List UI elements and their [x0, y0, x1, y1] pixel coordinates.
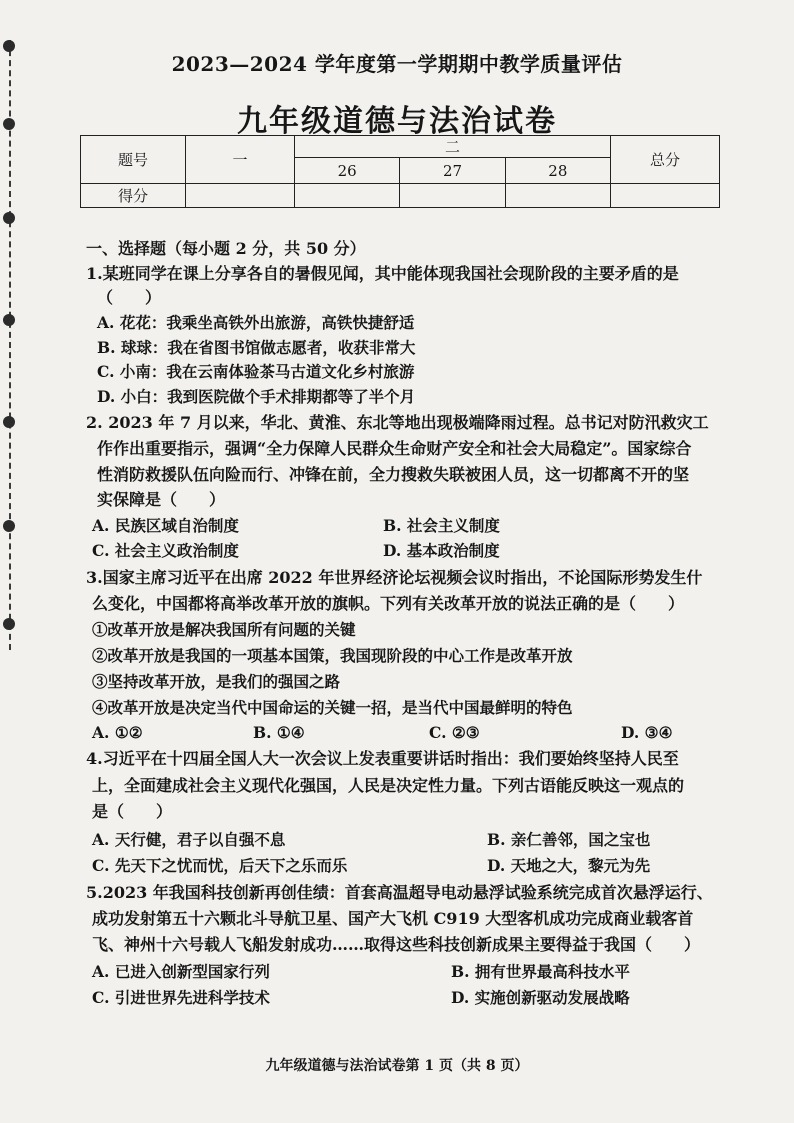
exam-title: 2023—2024 学年度第一学期期中教学质量评估	[171, 52, 623, 76]
question-4-option-c: C. 先天下之忧而忧，后天下之乐而乐	[92, 856, 348, 875]
page-footer: 九年级道德与法治试卷第 1 页（共 8 页）	[265, 1058, 529, 1074]
question-2-line: 性消防救援队伍向险而行、冲锋在前，全力搜救失联被困人员，这一切都离不开的坚	[97, 465, 690, 484]
question-4-line: 4.习近平在十四届全国人大一次会议上发表重要讲话时指出：我们要始终坚持人民至	[86, 749, 679, 768]
question-2-option-a: A. 民族区域自治制度	[92, 516, 239, 535]
question-2-line: 实保障是（ ）	[97, 490, 226, 509]
question-1-option-a: A. 花花：我乘坐高铁外出旅游，高铁快捷舒适	[97, 313, 415, 332]
score-cell-27[interactable]	[400, 184, 505, 208]
question-3-line: 3.国家主席习近平在出席 2022 年世界经济论坛视频会议时指出，不论国际形势发生什	[86, 568, 703, 587]
question-5-line: 飞、神州十六号载人飞船发射成功……取得这些科技创新成果主要得益于我国（ ）	[92, 935, 701, 954]
question-1-option-c: C. 小南：我在云南体验茶马古道文化乡村旅游	[97, 362, 415, 381]
question-5-option-c: C. 引进世界先进科学技术	[92, 988, 270, 1007]
question-5-line: 成功发射第五十六颗北斗导航卫星、国产大飞机 C919 大型客机成功完成商业载客首	[92, 909, 694, 928]
question-4-line: 是（ ）	[92, 802, 173, 821]
question-1-option-d: D. 小白：我到医院做个手术排期都等了半个月	[97, 387, 416, 406]
binding-hole	[3, 314, 15, 326]
question-1-line: 1.某班同学在课上分享各自的暑假见闻，其中能体现我国社会现阶段的主要矛盾的是	[86, 264, 679, 283]
question-3-statement: ③坚持改革开放，是我们的强国之路	[92, 672, 341, 691]
binding-hole	[3, 520, 15, 532]
score-cell-26[interactable]	[295, 184, 400, 208]
exam-subject-title: 九年级道德与法治试卷	[237, 104, 557, 139]
binding-hole	[3, 212, 15, 224]
section-heading: 一、选择题（每小题 2 分，共 50 分）	[86, 239, 366, 258]
question-3-statement: ②改革开放是我国的一项基本国策，我国现阶段的中心工作是改革开放	[92, 646, 573, 665]
question-3-statement: ①改革开放是解决我国所有问题的关键	[92, 620, 356, 639]
question-4-option-d: D. 天地之大，黎元为先	[487, 856, 651, 875]
score-table-row-label: 得分	[81, 184, 186, 208]
question-4-option-b: B. 亲仁善邻，国之宝也	[487, 830, 651, 849]
score-cell-28[interactable]	[505, 184, 610, 208]
question-3-statement: ④改革开放是决定当代中国命运的关键一招，是当代中国最鲜明的特色	[92, 698, 573, 717]
question-4-line: 上，全面建成社会主义现代化强国，人民是决定性力量。下列古语能反映这一观点的	[92, 776, 685, 795]
question-3-line: 么变化，中国都将高举改革开放的旗帜。下列有关改革开放的说法正确的是（ ）	[92, 594, 685, 613]
score-cell-total[interactable]	[611, 184, 720, 208]
question-1-answer-bracket: （ ）	[97, 288, 162, 307]
question-3-option-c: C. ②③	[429, 723, 480, 742]
question-3-option-b: B. ①④	[253, 723, 305, 742]
score-table-sub-26: 26	[295, 158, 400, 184]
question-2-option-c: C. 社会主义政治制度	[92, 541, 239, 560]
question-3-option-a: A. ①②	[92, 723, 143, 742]
question-5-option-d: D. 实施创新驱动发展战略	[451, 988, 630, 1007]
question-2-line: 作作出重要指示，强调“全力保障人民群众生命财产安全和社会大局稳定”。国家综合	[97, 439, 692, 458]
binding-hole	[3, 618, 15, 630]
question-3-option-d: D. ③④	[621, 723, 673, 742]
score-table-sub-27: 27	[400, 158, 505, 184]
score-table	[80, 135, 720, 208]
binding-hole	[3, 416, 15, 428]
question-2-line: 2. 2023 年 7 月以来，华北、黄淮、东北等地出现极端降雨过程。总书记对防汛救灾工	[86, 413, 709, 432]
question-5-line: 5.2023 年我国科技创新再创佳绩：首套高温超导电动悬浮试验系统完成首次悬浮运行、	[86, 883, 713, 902]
score-table-header-part2: 二	[295, 136, 611, 158]
score-cell-part1[interactable]	[186, 184, 295, 208]
question-2-option-b: B. 社会主义制度	[383, 516, 500, 535]
question-4-option-a: A. 天行健，君子以自强不息	[92, 830, 286, 849]
score-table-header-part1: 一	[186, 136, 295, 184]
score-table-sub-28: 28	[505, 158, 610, 184]
question-1-option-b: B. 球球：我在省图书馆做志愿者，收获非常大	[97, 338, 416, 357]
score-table-header-question: 题号	[81, 136, 186, 184]
question-2-option-d: D. 基本政治制度	[383, 541, 500, 560]
score-table-header-total: 总分	[611, 136, 720, 184]
question-5-option-b: B. 拥有世界最高科技水平	[451, 962, 630, 981]
question-5-option-a: A. 已进入创新型国家行列	[92, 962, 270, 981]
